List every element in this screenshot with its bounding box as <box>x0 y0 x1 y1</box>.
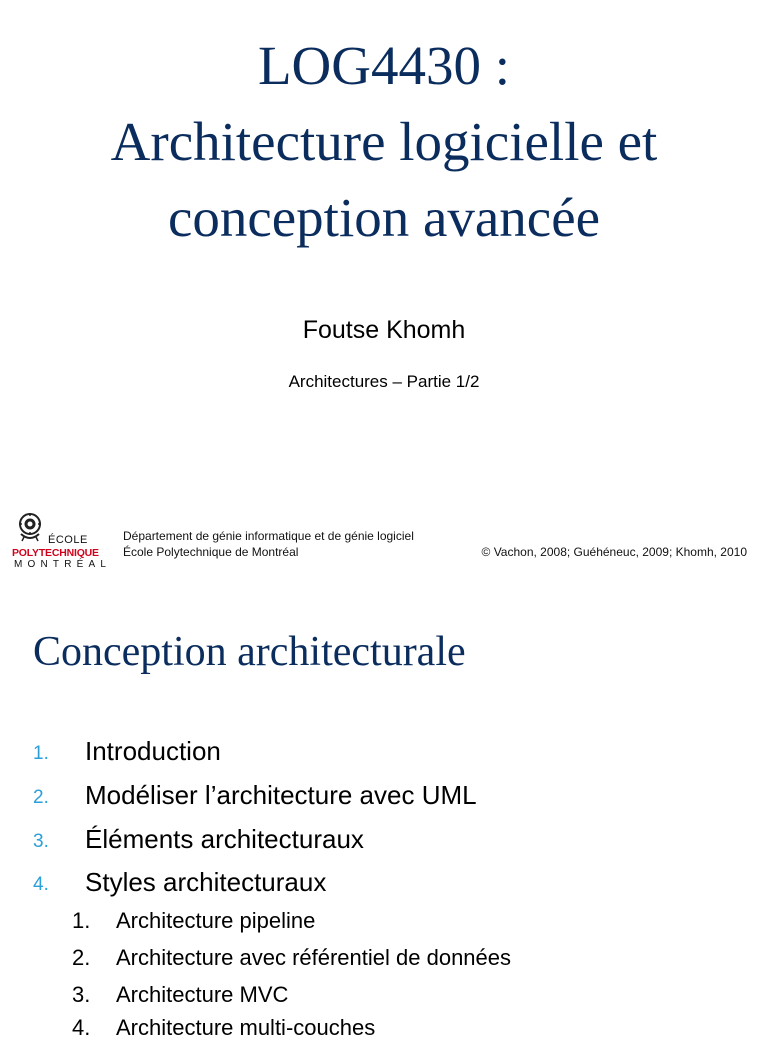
outline-subitem-number: 2. <box>72 945 91 970</box>
outline-item <box>0 779 768 819</box>
slide-title-line-3: conception avancée <box>167 187 601 248</box>
outline-item-text: Éléments architecturaux <box>85 824 364 854</box>
outline-item-text: Styles architecturaux <box>85 867 327 897</box>
crest-icon <box>16 512 44 542</box>
outline-subitem-number: 1. <box>72 908 91 933</box>
outline-item-number: 2. <box>33 787 49 808</box>
copyright-notice: © Vachon, 2008; Guéhéneuc, 2009; Khomh, 2010 <box>481 545 747 559</box>
logo-polytechnique-text: POLYTECHNIQUE <box>12 547 99 559</box>
outline-slide <box>0 578 768 1040</box>
outline-subitem <box>0 1014 768 1048</box>
outline-subitem-number: 4. <box>72 1015 91 1040</box>
slide-title-line-2: Architecture logicielle et <box>110 111 658 172</box>
outline-subitem-text: Architecture MVC <box>116 982 289 1007</box>
outline-item <box>0 735 768 775</box>
outline-subitem-text: Architecture pipeline <box>116 908 316 933</box>
outline-subitem-text: Architecture avec référentiel de données <box>116 945 512 970</box>
outline-item-number: 4. <box>33 874 49 895</box>
outline-item <box>0 823 768 863</box>
outline-item <box>0 866 768 906</box>
outline-subitem <box>0 907 768 941</box>
outline-item-text: Modéliser l’architecture avec UML <box>85 780 477 810</box>
outline-subitem <box>0 981 768 1015</box>
slide-title: Conception architecturale <box>33 629 466 675</box>
logo-ecole-text: ÉCOLE <box>48 534 88 546</box>
outline-subitem <box>0 944 768 978</box>
logo-montreal-text: MONTRÉAL <box>14 559 112 570</box>
department-name: Département de génie informatique et de génie logiciel <box>123 529 414 543</box>
school-name: École Polytechnique de Montréal <box>123 545 299 559</box>
outline-item-number: 3. <box>33 831 49 852</box>
polytechnique-logo <box>12 512 116 570</box>
department-info <box>123 528 414 560</box>
slide-subtitle: Architectures – Partie 1/2 <box>288 372 480 391</box>
outline-item-text: Introduction <box>85 736 221 766</box>
outline-item-number: 1. <box>33 743 49 764</box>
outline-subitem-number: 3. <box>72 982 91 1007</box>
author-name: Foutse Khomh <box>302 316 466 344</box>
slide-title-line-1: LOG4430 : <box>257 35 511 96</box>
outline-subitem-text: Architecture multi-couches <box>116 1015 376 1040</box>
